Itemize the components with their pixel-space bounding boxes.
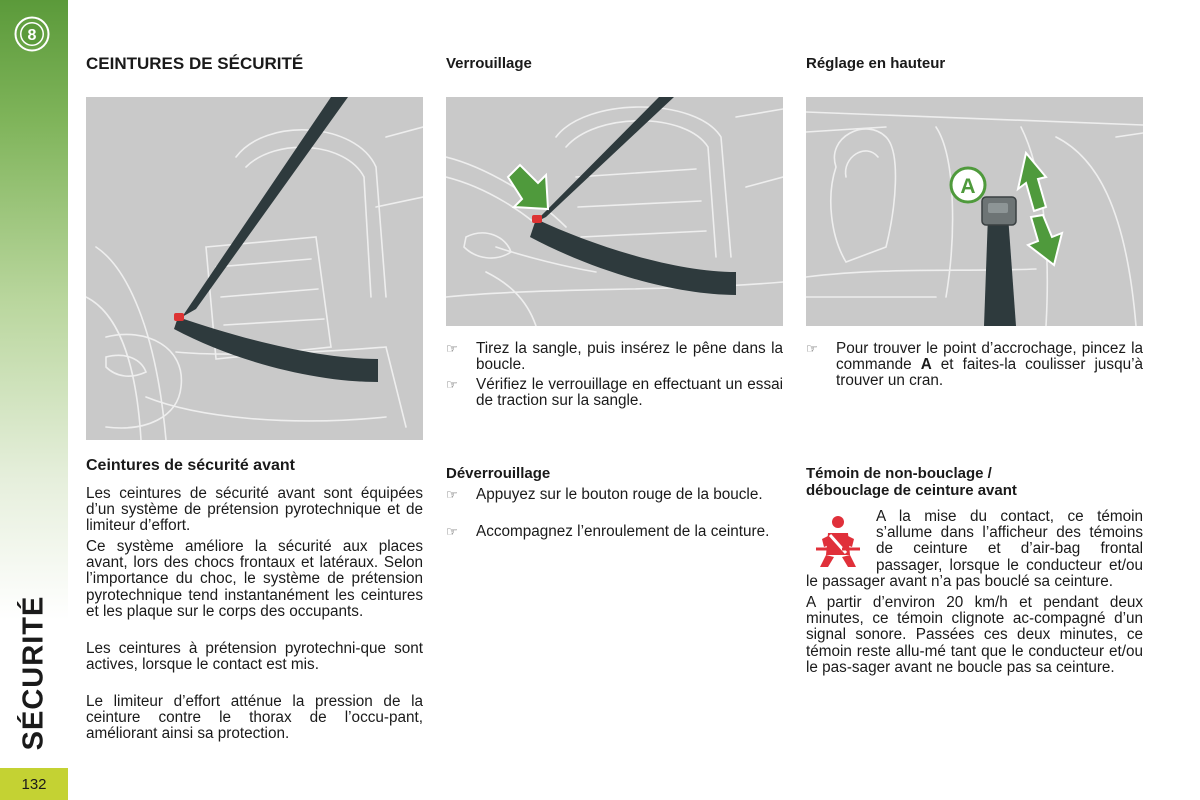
warning-text-block <box>806 509 1143 676</box>
pointing-hand-icon: ☞ <box>446 341 458 356</box>
bullet-item: ☞ Tirez la sangle, puis insérez le pêne dans la boucle. <box>446 340 783 374</box>
bullet-item: ☞ Pour trouver le point d’accrochage, pincez la commande A et faites-la coulisser jusqu’à trouver un cran. <box>806 340 1144 390</box>
section-subtitle: Ceintures de sécurité avant <box>86 457 295 474</box>
seatbelt-warning-icon <box>808 513 868 569</box>
paragraph: A partir d’environ 20 km/h et pendant deux minutes, ce témoin clignote ac-compagné d’un signal sonore. Passées ces deux minutes, ce témoin reste allu-mé tant que le conducteur et/ou le pas-sager avant ne boucle pas sa ceinture. <box>806 594 1143 676</box>
svg-text:A: A <box>960 175 976 198</box>
pointing-hand-icon: ☞ <box>446 524 458 539</box>
bullet-item: ☞ Accompagnez l’enroulement de la ceinture. <box>446 523 770 540</box>
paragraph: Ce système améliore la sécurité aux places avant, lors des chocs frontaux et latéraux. Selon l’importance du choc, le système de prétension pyrotechnique tend instantanément les ceintures et les plaque sur le corps des occupants. <box>86 538 423 620</box>
warning-light-heading: Témoin de non-bouclage / débouclage de ceinture avant <box>806 465 1017 499</box>
seatbelt-illustration <box>86 97 423 440</box>
pointing-hand-icon: ☞ <box>446 377 458 392</box>
buckle-illustration <box>446 97 783 326</box>
chapter-sidebar <box>0 0 68 800</box>
chapter-number: 8 <box>27 27 37 44</box>
section-title-text: SÉCURITÉ <box>17 595 50 750</box>
locking-heading: Verrouillage <box>446 55 532 72</box>
unlocking-heading: Déverrouillage <box>446 465 551 482</box>
page-number: 132 <box>0 768 68 800</box>
paragraph: Les ceintures de sécurité avant sont équipées d’un système de prétension pyrotechnique et de limiteur d’effort. <box>86 485 423 535</box>
paragraph: A la mise du contact, ce témoin s’allume dans l’afficheur des témoins de ceinture et d’air-bag frontal passager, lorsque le conducteur et/ou le passager avant n’a pas bouclé sa ceinture. <box>806 508 1143 590</box>
page-title: CEINTURES DE SÉCURITÉ <box>86 54 304 73</box>
height-adjust-heading: Réglage en hauteur <box>806 55 946 72</box>
locking-figure <box>446 97 783 326</box>
anchor-illustration <box>806 97 1143 326</box>
front-seatbelt-figure <box>86 97 423 440</box>
pointing-hand-icon: ☞ <box>806 341 818 356</box>
section-title <box>8 595 60 750</box>
height-adjust-figure <box>806 97 1143 326</box>
control-a-ref: A <box>920 356 932 374</box>
bullet-item: ☞ Vérifiez le verrouillage en effectuant un essai de traction sur la sangle. <box>446 376 783 410</box>
pointing-hand-icon: ☞ <box>446 487 458 502</box>
chapter-badge-icon <box>14 16 50 52</box>
bullet-item: ☞ Appuyez sur le bouton rouge de la boucle. <box>446 486 763 503</box>
paragraph: Les ceintures à prétension pyrotechni-que sont actives, lorsque le contact est mis. <box>86 640 423 674</box>
paragraph: Le limiteur d’effort atténue la pression de la ceinture contre le thorax de l’occu-pant, améliorant ainsi sa protection. <box>86 693 423 743</box>
control-a-label <box>951 168 985 202</box>
